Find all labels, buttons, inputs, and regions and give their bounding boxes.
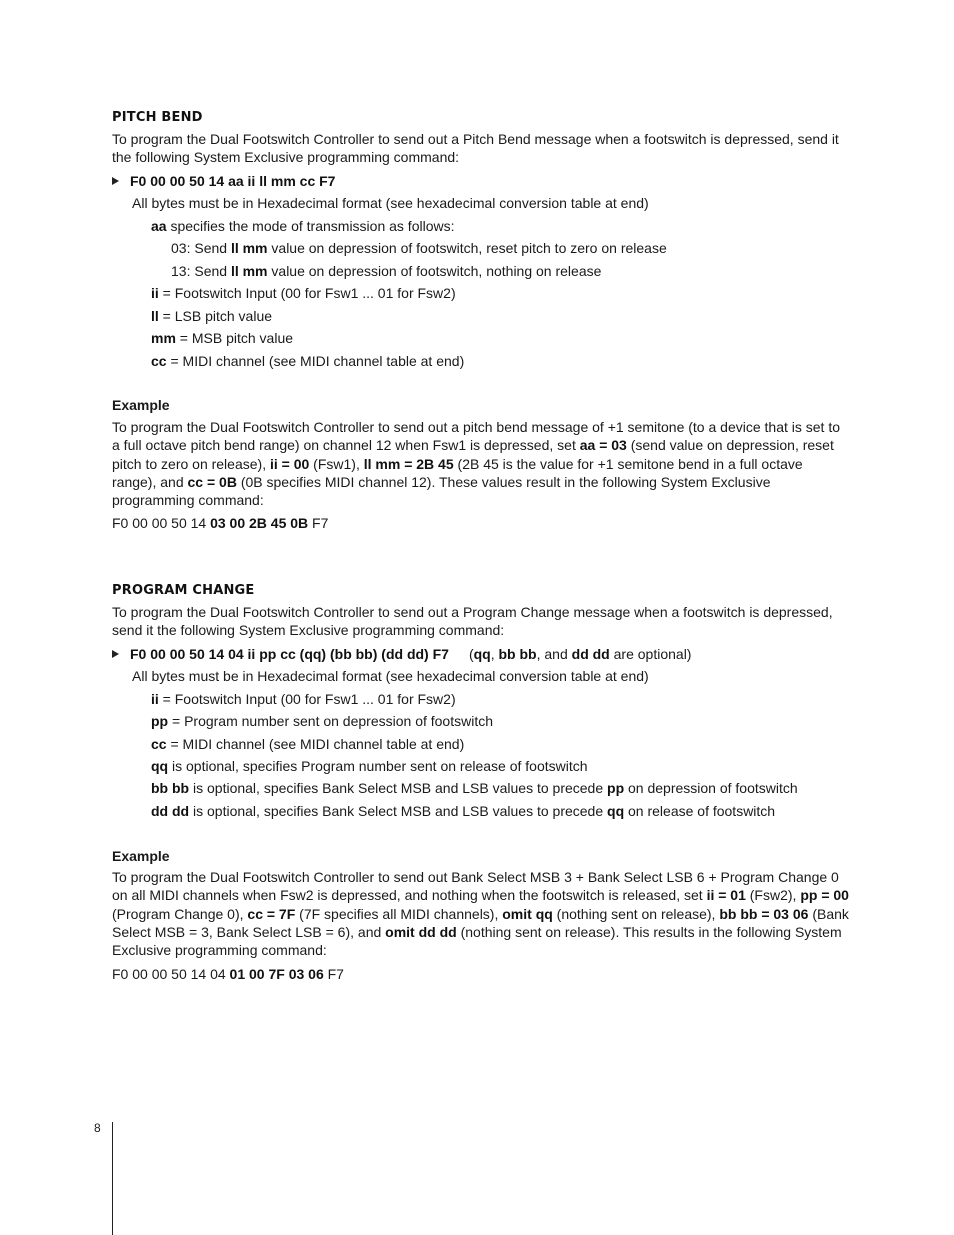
param-desc: = MIDI channel (see MIDI channel table at end) (166, 736, 465, 752)
example-value: aa = 03 (579, 437, 627, 454)
param-term: ii (151, 285, 159, 301)
command-text: F0 00 00 50 14 aa ii ll mm cc F7 (130, 173, 336, 189)
mode-13 (171, 262, 601, 280)
example-value: ll mm = 2B 45 (363, 455, 454, 472)
param-mm (151, 329, 293, 347)
param-pp (151, 712, 493, 730)
mode-term: ll mm (230, 263, 268, 279)
param-term: ll (151, 308, 159, 324)
param-bb (151, 779, 798, 797)
optional-term: bb bb (498, 646, 537, 662)
pitch-bend-heading: PITCH BEND (112, 110, 203, 125)
example-text: (send value on depression, reset pitch to zero on release), (112, 437, 834, 472)
optional-text: , and (536, 646, 572, 662)
mode-desc: value on depression of footswitch, nothing on release (267, 263, 602, 279)
pitch-bend-example-text (112, 418, 847, 509)
program-change-hex-note: All bytes must be in Hexadecimal format (see hexadecimal conversion table at end) (132, 668, 649, 684)
param-desc: on depression of footswitch (624, 780, 798, 796)
pitch-bend-hex-note: All bytes must be in Hexadecimal format (see hexadecimal conversion table at end) (132, 195, 649, 211)
param-qq (151, 757, 588, 775)
program-change-intro: To program the Dual Footswitch Controller to send out a Program Change message when a footswitch is depressed, send it the following System Exclusive programming command: (112, 604, 833, 639)
example-text: (Fsw2), (745, 887, 801, 904)
example-text: (2B 45 is the value for +1 semitone bend in a full octave range), and (112, 455, 803, 490)
example-text: (Fsw1), (309, 455, 364, 472)
param-cc (151, 352, 464, 370)
param-term: cc (151, 353, 167, 369)
param-dd (151, 802, 775, 820)
param-ii (151, 690, 456, 708)
param-term: qq (607, 803, 625, 819)
param-term: qq (151, 758, 169, 774)
example-value: ii = 01 (706, 887, 746, 904)
example-value: pp = 00 (800, 887, 849, 904)
example-value: ii = 00 (269, 455, 310, 472)
param-term: pp (151, 713, 169, 729)
param-desc: is optional, specifies Program number sent on release of footswitch (168, 758, 588, 774)
param-desc: = Program number sent on depression of footswitch (168, 713, 494, 729)
example-text: (nothing sent on release), (552, 905, 720, 922)
param-term: aa (151, 218, 167, 234)
optional-note (469, 646, 692, 662)
param-desc: on release of footswitch (624, 803, 776, 819)
param-desc: is optional, specifies Bank Select MSB and LSB values to precede (189, 803, 608, 819)
program-change-command (112, 645, 691, 663)
result-suffix: F7 (308, 515, 329, 531)
pitch-bend-command (112, 172, 335, 190)
example-text: (nothing sent on release). This results in the following System Exclusive programming command: (112, 923, 842, 959)
param-ii (151, 284, 456, 302)
result-values: 03 00 2B 45 0B (210, 515, 309, 531)
program-change-example-text (112, 868, 852, 959)
optional-term: qq (473, 646, 491, 662)
optional-text: , (490, 646, 499, 662)
mode-desc: value on depression of footswitch, reset pitch to zero on release (267, 240, 667, 256)
mode-prefix: 13: Send (171, 263, 231, 279)
param-cc (151, 735, 464, 753)
example-text: To program the Dual Footswitch Controller to send out Bank Select MSB 3 + Bank Select LSB 6 + Program Change 0 on all MIDI channels when Fsw2 is depressed, and nothing when the footswitch is released, set (112, 869, 839, 904)
program-change-heading: PROGRAM CHANGE (112, 583, 255, 598)
optional-term: dd dd (571, 646, 610, 662)
result-prefix: F0 00 00 50 14 04 (112, 966, 230, 982)
example-value: cc = 7F (247, 905, 296, 922)
pitch-bend-example-heading: Example (112, 397, 170, 413)
pitch-bend-result-command (112, 514, 328, 532)
result-suffix: F7 (323, 966, 344, 982)
param-desc: is optional, specifies Bank Select MSB and LSB values to precede (189, 780, 608, 796)
example-value: omit dd dd (385, 923, 457, 940)
optional-text: ( (468, 646, 474, 662)
param-term: pp (607, 780, 625, 796)
example-text: To program the Dual Footswitch Controller to send out a pitch bend message of +1 semitone (to a device that is set to a full octave pitch bend range) on channel 12 when Fsw1 is depressed, set (112, 419, 840, 454)
pitch-bend-intro: To program the Dual Footswitch Controller to send out a Pitch Bend message when a footswitch is depressed, send it the following System Exclusive programming command: (112, 131, 839, 166)
example-value: bb bb = 03 06 (719, 905, 809, 922)
program-change-result-command (112, 965, 344, 983)
bullet-arrow-icon (112, 650, 119, 658)
param-term: bb bb (151, 780, 190, 796)
command-text: F0 00 00 50 14 04 ii pp cc (qq) (bb bb) (dd dd) F7 (130, 646, 449, 662)
param-desc: = LSB pitch value (158, 308, 273, 324)
example-text: (Program Change 0), (112, 905, 248, 922)
mode-term: ll mm (230, 240, 268, 256)
example-value: cc = 0B (187, 473, 237, 490)
param-desc: specifies the mode of transmission as follows: (166, 218, 455, 234)
page-number: 8 (94, 1121, 101, 1135)
param-desc: = Footswitch Input (00 for Fsw1 ... 01 for Fsw2) (158, 285, 456, 301)
example-text: (7F specifies all MIDI channels), (295, 905, 503, 922)
example-text: (Bank Select MSB = 3, Bank Select LSB = 6), and (112, 905, 849, 940)
mode-prefix: 03: Send (171, 240, 231, 256)
param-term: cc (151, 736, 167, 752)
param-aa (151, 217, 454, 235)
optional-text: are optional) (609, 646, 692, 662)
param-desc: = MSB pitch value (175, 330, 294, 346)
param-ll (151, 307, 272, 325)
param-desc: = Footswitch Input (00 for Fsw1 ... 01 for Fsw2) (158, 691, 456, 707)
margin-rule (112, 1122, 113, 1235)
bullet-arrow-icon (112, 177, 119, 185)
param-desc: = MIDI channel (see MIDI channel table at end) (166, 353, 465, 369)
param-term: dd dd (151, 803, 190, 819)
param-term: mm (151, 330, 176, 346)
mode-03 (171, 239, 667, 257)
result-prefix: F0 00 00 50 14 (112, 515, 211, 531)
program-change-example-heading: Example (112, 848, 170, 864)
example-text: (0B specifies MIDI channel 12). These values result in the following System Exclusive programming command: (112, 473, 771, 509)
param-term: ii (151, 691, 159, 707)
result-values: 01 00 7F 03 06 (229, 966, 324, 982)
example-value: omit qq (502, 905, 553, 922)
